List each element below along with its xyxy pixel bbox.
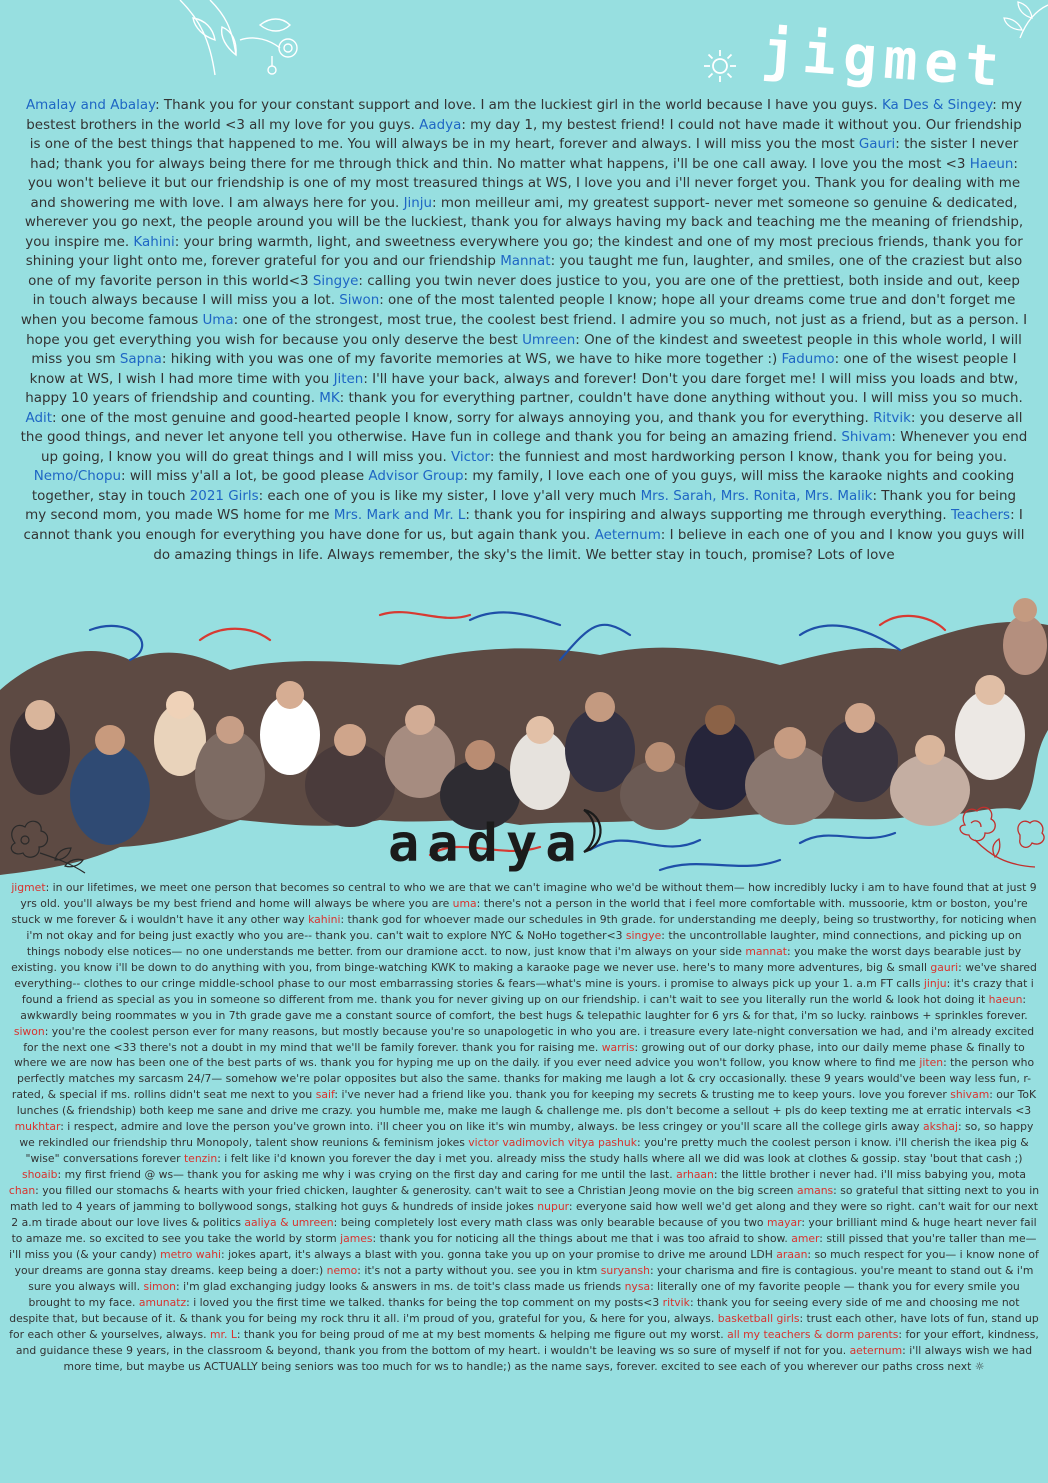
friend-name: Ka Des & Singey [881,98,993,113]
friend-name: nysa [624,1279,651,1293]
message-text: : you deserve all the good things, and never let anyone tell you otherwise. Have fun in college and thank you for being an amazing friend. [20,410,1023,446]
friend-name: basketball girls [717,1311,800,1325]
friend-name: shoaib [21,1168,58,1182]
message-text: : Whenever you end up going, I know you will do great things and I will miss you. [40,430,1028,465]
message-text: : literally one of my favorite people — thank you for every smile you brought to my face. [28,1279,1020,1309]
friend-name: 2021 Girls [189,488,259,504]
message-text: : thank you for being proud of me at my best moments & helping me figure out my worst. [236,1327,728,1341]
friend-name: kahini [308,912,341,926]
friend-name: Jiten [333,371,364,387]
message-text: : I believe in each one of you and I know you guys will do amazing things in life. Always remember, the sky's the limit. We better stay in touch, promise? Lots of love [153,528,1025,563]
friend-name: gauri [930,960,959,974]
sun-icon [702,48,738,84]
message-text: : we've shared everything-- clothes to our cringe middle-school phase to our most embarrassing stories & fears—what's mine is yours. i promise to always pick up your 1. a.m FT calls [14,960,1037,990]
message-text: : our ToK lunches (& friendship) both keep me sane and drive me crazy. you humble me, make me laugh & challenge me. pls don't become a sellout + pls do keep texting me at erratic intervals <3 [16,1088,1037,1118]
friend-name: amer [791,1231,820,1245]
message-text: : the uncontrollable laughter, mind connections, and picking up on things nobody else notices— no one understands me better. from our dramione acct. to now, just know that i'm always on your side [26,928,1022,958]
message-text: : one of the most talented people I know; hope all your dreams come true and don't forget me when you become famous [20,293,1016,329]
friend-name: Singye [312,273,359,289]
floral-left-icon [0,808,90,878]
message-text: : so, so happy we rekindled our friendship thru Monopoly, talent show reunions & feminism jokes [19,1120,1034,1150]
message-text: : Thank you for being my second mom, you made WS home for me [25,488,1017,524]
friend-name: saif [315,1088,335,1102]
friend-name: victor vadimovich vitya pashuk [468,1136,637,1150]
friend-name: Kahini [133,234,175,250]
friend-name: warris [601,1040,635,1054]
message-text: : everyone said how well we'd get along and they were so right. can't wait for our next 2 a.m tirade about our love lives & politics [11,1200,1038,1230]
message-text: : i loved you the first time we talked. thanks for being the top comment on my posts<3 [186,1295,663,1309]
message-text: : i felt like i'd known you forever the day i met you. already miss the study halls where all we did was look at clothes & gossip. stay 'bout that cash ;) [217,1152,1023,1166]
message-text: : one of the most genuine and good-hearted people I know, sorry for always annoying you, and thank you for everything. [52,410,874,426]
message-text: : the sister I never had; thank you for always being there for me through thick and thin. No matter what happens, i'll be one call away. I love you the most <3 [30,137,1019,172]
friend-name: mr. L [209,1327,237,1341]
friend-name: Sapna [119,352,162,368]
message-text: : there's not a person in the world that i feel more comfortable with. mussoorie, ktm or boston, you're stuck w me forever & i wouldn't have it any other way [11,896,1028,926]
friend-name: mannat [745,944,788,958]
message-text: : it's crazy that i found a friend as special as you in someone so different from me. thank you for never giving up on our friendship. i can't wait to see you literally run the world & look hot doing it [21,976,1034,1006]
message-text: : the funniest and most hardworking person I know, thank you for being you. [489,449,1008,465]
friend-name: all my teachers & dorm parents [727,1327,899,1341]
message-text: : I cannot thank you enough for everything you have done for us, but again thank you. [23,508,1023,544]
message-text: : the little brother i never had. i'll miss babying you, mota [713,1168,1027,1182]
friend-name: metro wahi [160,1247,222,1261]
message-text: : my day 1, my bestest friend! I could not have made it without you. Our friendship is one of the best things that happened to me. You will always be in my heart, forever and always. I will miss you the most [29,117,1022,153]
message-text: : you won't believe it but our friendship is one of my most treasured things at WS, I love you and i'll never forget you. Thank you for dealing with me and showering me with love. I am always here for you. [27,156,1021,211]
message-text: : it's not a party without you. see you in ktm [357,1263,601,1277]
message-text: : my family, I love each one of you guys, will miss the karaoke nights and cooking together, stay in touch [31,469,1015,504]
message-text: : i respect, admire and love the person you've grown into. i'll cheer you on like it's win mumby, always. be less cringey or you'll scare all the college girls away [60,1120,923,1134]
floral-right-icon [935,795,1048,875]
friend-name: james [340,1231,373,1245]
friend-name: Uma [202,313,234,329]
friend-name: Ritvik [873,410,911,426]
friend-name: chan [8,1184,36,1198]
friend-name: tenzin [183,1152,218,1166]
friend-name: Umreen [522,332,576,348]
friend-name: araan [776,1247,808,1261]
friend-name: Shivam [841,430,892,446]
message-text: : thank you for inspiring and always supporting me through everything. [465,508,951,524]
message-text: : you filled our stomachs & hearts with your fried chicken, laughter & generosity. can't wait to see a Christian Jeong movie on the big screen [35,1184,797,1198]
friend-name: nemo [326,1263,358,1277]
message-text: : for your effort, kindness, and guidance these 9 years, in the classroom & beyond, thank you from the bottom of my heart. i wouldn't be leaving ws so sure of myself if not for you. [15,1327,1039,1357]
floral-corner-top-left-icon [170,0,310,80]
friend-name: MK [319,391,340,407]
friend-name: Mrs. Mark and Mr. L [333,508,466,524]
friend-name: Fadumo [781,352,835,368]
message-text: : trust each other, have lots of fun, stand up for each other & yourselves, always. [9,1311,1039,1341]
friend-name: Teachers [950,508,1011,524]
friend-name: Adit [25,410,53,426]
friend-name: jinju [923,976,947,990]
message-text: : One of the kindest and sweetest people in this whole world, I will miss you sm [31,332,1022,368]
message-text: : you taught me fun, laughter, and smiles, one of the craziest but also one of my favorite person in this world<3 [28,254,1023,289]
moon-icon [576,808,610,854]
friend-name: suryansh [600,1263,650,1277]
friend-name: uma [452,896,477,910]
message-text: : calling you twin never does justice to you, you are one of the prettiest, both inside and out, keep in touch always because I will miss you a lot. [32,273,1020,309]
message-text: : so much respect for you— i know none of your dreams are gonna stay dreams. keep being a doer:) [14,1247,1039,1277]
friend-name: Haeun [969,156,1014,172]
page-title-jigmet: jigmet [759,18,1008,100]
message-text: : thank you for noticing all the things about me that i was too afraid to show. [372,1231,792,1245]
friend-name: mayar [766,1216,802,1230]
friend-name: jigmet [11,881,46,894]
message-text: : i'm glad exchanging judgy looks & answers in ms. de toit's class made us friends [176,1279,625,1293]
friend-name: Siwon [339,293,380,309]
friend-name: jiten [919,1056,944,1070]
message-text: : being completely lost every math class was only bearable because of you two [333,1216,767,1230]
message-text: : so grateful that sitting next to you in math led to 4 years of jamming to bollywood songs, stalking hot guys & hundreds of inside jokes [10,1184,1040,1214]
friend-name: Aadya [419,117,462,133]
message-text: : jokes apart, it's always a blast with you. gonna take you up on your promise to drive me around LDH [221,1247,777,1261]
friend-name: amunatz [138,1295,187,1309]
message-text: : thank god for whoever made our schedules in 9th grade. for understanding me deeply, being so trustworthy, for noticing when i'm not okay and for being just exactly who you are-- thank you. can't wait to explore NYC & NoHo together<3 [26,912,1037,942]
message-text: : you're pretty much the coolest person i know. i'll cherish the ikea pig & "wise" conversations forever [25,1136,1029,1166]
message-text: : thank you for seeing every side of me and choosing me not despite that, but because of it. & thank you for being my rock thru it all. i'm proud of you, grateful for you, & here for you, always. [9,1295,1020,1325]
jigmet-message-paragraph [20,96,1028,565]
message-text: : in our lifetimes, we meet one person that becomes so central to who we are that we can't imagine who we'd be without them— how incredibly lucky i am to have found that at just 9 yrs old. you'll always be my best friend and home will always be where you are [20,881,1037,910]
message-text: : each one of you is like my sister, I love y'all very much [258,488,641,504]
friend-name: simon [143,1279,177,1293]
page-title-aadya: aadya [388,814,585,874]
aadya-message-paragraph [8,880,1040,1375]
friend-name: Aeternum [594,528,661,544]
friend-name: amans [796,1184,834,1198]
message-text: : your brilliant mind & huge heart never fail to amaze me. so excited to see you take the world by storm [11,1216,1037,1245]
friend-name: siwon [13,1024,45,1038]
friend-name: akshaj [923,1120,958,1134]
message-text: : awkwardly being roommates w you in 7th grade gave me a constant source of comfort, the best hugs & telepathic laughter for 6 yrs & for that, i'm so lucky. rainbows + sprinkles forever. [20,992,1028,1022]
friend-name: shivam [950,1088,990,1102]
message-text: : i've never had a friend like you. thank you for keeping my secrets & trusting me to keep yours. love you forever [334,1088,951,1102]
message-text: : will miss y'all a lot, be good please [121,469,369,485]
message-text: : you're the coolest person ever for many reasons, but mostly because you're so unapologetic in who you are. i treasure every late-night conversation we had, and i'm already excited for the next one <33 there's not a doubt in my mind that we'll be family forever. thank you for raising me. [23,1024,1035,1054]
message-text: : mon meilleur ami, my greatest support- never met someone so genuine & dedicated, wherever you go next, the people around you will be the luckiest, thank you for always having my back and teaching me the meaning of friendship, you inspire me. [24,195,1024,250]
message-text: : one of the strongest, most true, the coolest best friend. I admire you so much, not just as a friend, but as a person. I hope you get everything you wish for because you only deserve the best [26,313,1028,348]
message-text: : my first friend @ ws— thank you for asking me why i was crying on the first day and caring for me until the last. [57,1168,677,1182]
friend-name: Jinju [403,195,433,211]
message-text: : growing out of our dorky phase, into our daily meme phase & finally to where we are now has been one of the best parts of ws. thank you for hyping me up on the daily. if you ever need advice you won't follow, you know where to find me [13,1040,1025,1070]
friend-name: aeternum [849,1343,903,1357]
message-text: : my bestest brothers in the world <3 all my love for you guys. [26,98,1023,133]
message-text: : I'll have your back, always and forever! Don't you dare forget me! I will miss you loads and btw, happy 10 years of friendship and counting. [25,371,1019,407]
message-text: : thank you for everything partner, couldn't have done anything without you. I will miss you so much. [339,391,1023,407]
message-text: : you make the worst days bearable just by existing. you know i'll be down to do anything with you, from binge-watching KWK to making a karaoke page we never use. here's to many more adventures, big & small [11,944,1022,974]
friend-name: Nemo/Chopu [33,469,122,485]
message-text: : i'll always wish we had more time, but maybe us ACTUALLY being seniors was too much for ws to handle;) as the name says, forever. excited to see each of you wherever our paths cross next ☼ [63,1343,1033,1373]
message-text: : hiking with you was one of my favorite memories at WS, we have to hike more together :) [161,352,782,368]
friend-name: nupur [537,1200,569,1214]
message-text: : one of the wisest people I know at WS, I wish I had more time with you [29,352,1017,387]
friend-name: ritvik [662,1295,690,1309]
message-text: : your bring warmth, light, and sweetness everywhere you go; the kindest and one of my most precious friends, thank you for shining your light onto me, forever grateful for you and our friendship [25,234,1023,270]
friend-name: Mrs. Sarah, Mrs. Ronita, Mrs. Malik [640,488,873,504]
friend-name: arhaan [676,1168,714,1182]
friend-name: Mannat [500,254,551,270]
friend-name: singye [625,928,662,942]
message-text: : Thank you for your constant support and love. I am the luckiest girl in the world because I have you guys. [155,98,882,113]
friend-name: Gauri [858,137,896,153]
friend-name: mukhtar [14,1120,61,1134]
message-text: : still pissed that you're taller than me— i'll miss you (& your candy) [9,1231,1037,1261]
friend-name: aaliya & umreen [244,1216,334,1230]
friend-name: haeun [988,992,1023,1006]
friend-name: Victor [451,449,490,465]
friend-name: Amalay and Abalay [25,98,156,113]
message-text: : your charisma and fire is contagious. you're meant to stand out & i'm sure you always will. [28,1263,1034,1293]
message-text: : the person who perfectly matches my sarcasm 24/7— somehow we're polar opposites but also the same. thanks for making me laugh a lot & cry occasionally. these 9 years would've been way less fun, r-rated, & special if ms. rollins didn't seat me next to you [11,1056,1035,1102]
friend-name: Advisor Group [368,469,464,485]
